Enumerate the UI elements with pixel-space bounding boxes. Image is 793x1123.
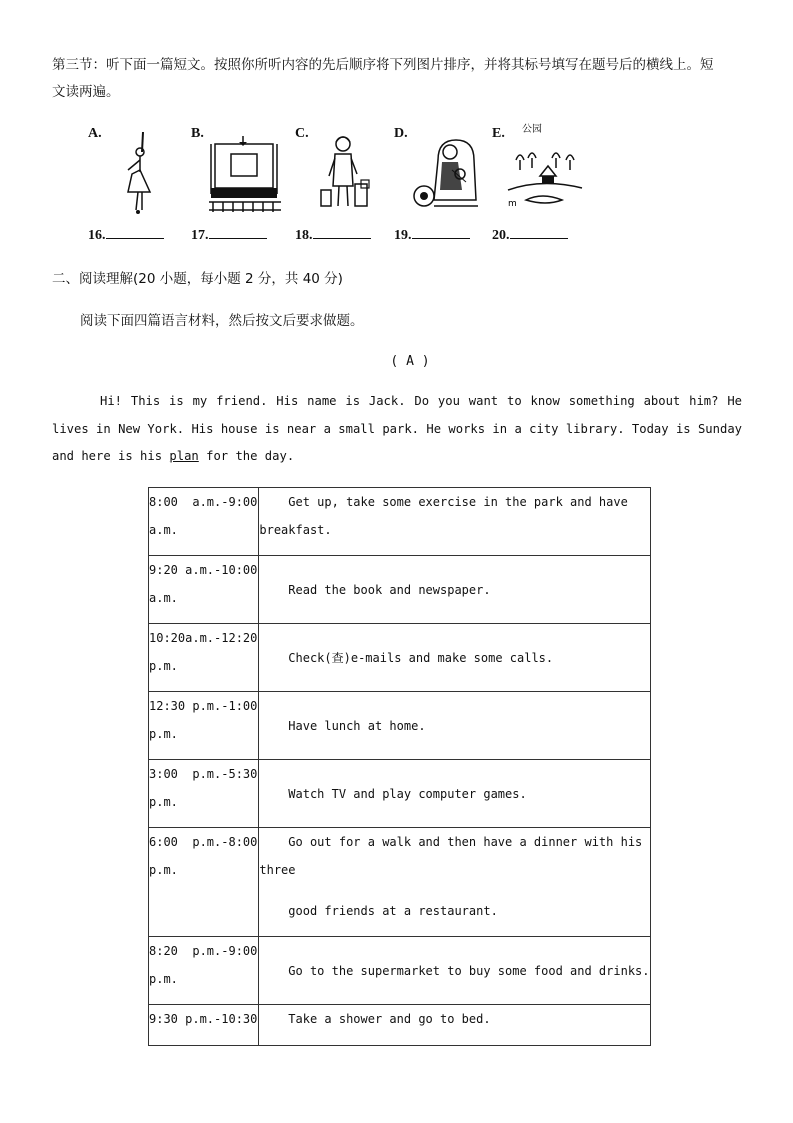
- activity-cell: [259, 488, 650, 556]
- theater-stage-icon: [201, 130, 291, 220]
- schedule-table: [148, 487, 651, 1046]
- activity-cell: [259, 1005, 650, 1046]
- answer-slot-20[interactable]: 20.: [492, 226, 568, 244]
- activity-cell: [259, 692, 650, 760]
- table-row: [149, 556, 651, 624]
- time-unit: p.m.: [149, 972, 178, 986]
- activity-text: Go to the supermarket to buy some food and drinks.: [259, 964, 650, 978]
- instruction-line-1: 第三节：听下面一篇短文。按照你所听内容的先后顺序将下列图片排序，并将其标号填写在题号后的横线上。短: [52, 57, 714, 73]
- activity-text: Read the book and newspaper.: [259, 583, 491, 597]
- activity-text: Take a shower and go to bed.: [259, 1012, 491, 1026]
- section2-intro: 阅读下面四篇语言材料，然后按文后要求做题。: [80, 313, 364, 329]
- time-cell: [149, 692, 259, 760]
- time-unit: a.m.: [149, 591, 178, 605]
- activity-cell: [259, 760, 650, 828]
- picture-d: [394, 126, 494, 246]
- answer-slot-17[interactable]: 17.: [191, 226, 267, 244]
- time-unit: p.m.: [149, 863, 178, 877]
- passage-underlined-word: plan: [169, 449, 199, 463]
- activity-cell: [259, 937, 650, 1005]
- answer-slot-18[interactable]: 18.: [295, 226, 371, 244]
- time-start: 8:20: [149, 944, 178, 958]
- time-start: 9:20: [149, 563, 178, 577]
- picture-letter: C.: [295, 126, 309, 141]
- picture-letter: A.: [88, 126, 102, 141]
- picture-e: [492, 126, 592, 246]
- time-unit: p.m.: [149, 727, 178, 741]
- shopping-woman-icon: [305, 130, 375, 220]
- park-sign: 公园: [522, 124, 542, 135]
- picture-row: [88, 126, 608, 246]
- picture-c: [295, 126, 395, 246]
- section2-heading: 二、阅读理解(20 小题，每小题 2 分，共 40 分): [52, 271, 343, 287]
- activity-cell: [259, 828, 650, 937]
- activity-text: Watch TV and play computer games.: [259, 787, 527, 801]
- woman-knitting-icon: [404, 130, 494, 220]
- ballet-dancer-icon: [98, 130, 168, 220]
- time-cell: [149, 488, 259, 556]
- instruction-line-2: 文读两遍。: [52, 84, 120, 100]
- activity-text: Get up, take some exercise in the park and have: [259, 495, 628, 509]
- time-unit: p.m.: [149, 659, 178, 673]
- activity-text: Have lunch at home.: [259, 719, 426, 733]
- activity-cell: [259, 556, 650, 624]
- table-row: [149, 488, 651, 556]
- time-cell: [149, 760, 259, 828]
- time-end: a.m.-10:00: [185, 563, 258, 577]
- answer-slot-16[interactable]: 16.: [88, 226, 164, 244]
- table-row: [149, 760, 651, 828]
- part-label: ( A ): [390, 354, 430, 369]
- time-end: a.m.-9:00: [192, 495, 258, 509]
- time-start: 9:30: [149, 1012, 178, 1026]
- time-cell: [149, 1005, 259, 1046]
- picture-b: [191, 126, 291, 246]
- picture-letter: D.: [394, 126, 408, 141]
- time-start: 12:30: [149, 699, 186, 713]
- time-start: 6:00: [149, 835, 178, 849]
- time-cell: [149, 556, 259, 624]
- time-start: 8:00: [149, 495, 178, 509]
- activity-text: three: [259, 863, 296, 877]
- picture-letter: B.: [191, 126, 204, 141]
- time-start: 3:00: [149, 767, 178, 781]
- time-end: p.m.-5:30: [192, 767, 258, 781]
- activity-text: breakfast.: [259, 523, 332, 537]
- passage-text-end: for the day.: [198, 449, 295, 463]
- time-end: p.m.-1:00: [192, 699, 258, 713]
- svg-text:m: m: [508, 199, 517, 209]
- activity-cell: [259, 624, 650, 692]
- table-row: [149, 828, 651, 937]
- answer-slot-19[interactable]: 19.: [394, 226, 470, 244]
- section3-instruction: [52, 52, 752, 106]
- passage-text: Hi! This is my friend. His name is Jack. Do you want to know something about him? He lives in New York. His house is near a small park. He works in a city library. Today is Sunday and here is his: [52, 394, 742, 463]
- picture-letter: E.: [492, 126, 505, 141]
- activity-text: Go out for a walk and then have a dinner with his: [259, 835, 643, 849]
- time-unit: a.m.: [149, 523, 178, 537]
- table-row: [149, 937, 651, 1005]
- table-row: [149, 624, 651, 692]
- table-row: [149, 1005, 651, 1046]
- time-end: p.m.-8:00: [192, 835, 258, 849]
- passage-a: [52, 388, 742, 471]
- picture-a: [88, 126, 188, 246]
- time-cell: [149, 624, 259, 692]
- table-row: [149, 692, 651, 760]
- time-cell: [149, 828, 259, 937]
- time-end: p.m.-10:30: [185, 1012, 258, 1026]
- time-unit: p.m.: [149, 795, 178, 809]
- time-start: 10:20a.m.-12:20: [149, 631, 258, 645]
- activity-text: good friends at a restaurant.: [259, 904, 498, 918]
- park-icon: [502, 130, 592, 220]
- time-cell: [149, 937, 259, 1005]
- time-end: p.m.-9:00: [192, 944, 258, 958]
- activity-text: Check(查)e-mails and make some calls.: [259, 651, 554, 665]
